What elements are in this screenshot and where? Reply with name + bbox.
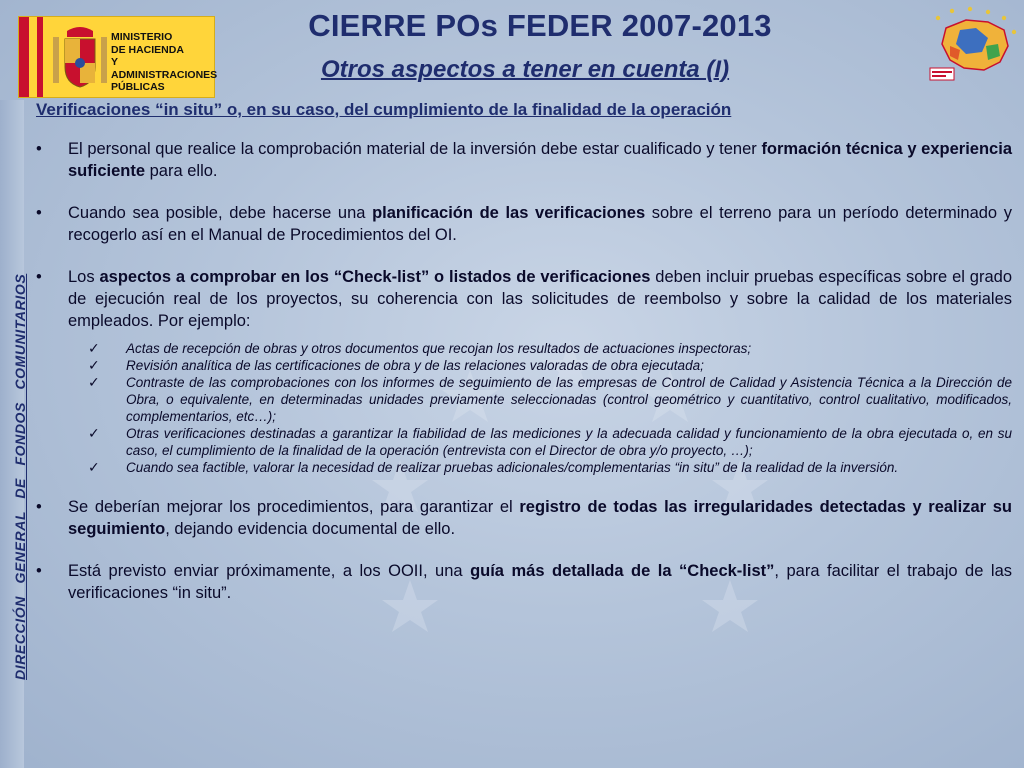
- bullet-text-pre: Está previsto enviar próximamente, a los OOII, una: [68, 562, 471, 580]
- check-icon: ✓: [88, 425, 100, 441]
- bullet-icon: •: [36, 204, 42, 222]
- bullet-text-post: sobre el terreno para un período determinado y recogerlo así en el Manual de Procedimientos del OI.: [68, 204, 1012, 244]
- slide-title: CIERRE POs FEDER 2007-2013: [308, 8, 772, 43]
- checklist-text: Actas de recepción de obras y otros documentos que recojan los resultados de actuaciones inspectoras;: [126, 341, 752, 356]
- logo-stripe-yellow: [29, 17, 37, 97]
- check-icon: ✓: [88, 357, 100, 373]
- checklist-item: [36, 340, 1012, 357]
- bullet-text-bold: guía más detallada de la “Check-list”: [470, 562, 775, 580]
- bullet-item: [36, 266, 1012, 332]
- bullet-text-bold: registro de todas las irregularidades detectadas y realizar su seguimiento: [68, 498, 1012, 538]
- spain-eu-map-icon: [926, 6, 1022, 86]
- checklist-item: [36, 459, 1012, 476]
- bullet-text-post: , para facilitar el trabajo de las verificaciones “in situ”.: [68, 562, 1012, 602]
- bullet-text-bold: formación técnica y experiencia suficiente: [68, 140, 1012, 180]
- bullet-icon: •: [36, 562, 42, 580]
- slide-body: [36, 100, 1012, 604]
- check-icon: ✓: [88, 374, 100, 390]
- ministry-line: PÚBLICAS: [111, 81, 165, 93]
- ministry-logo: [18, 16, 218, 98]
- bullet-text-post: , dejando evidencia documental de ello.: [165, 520, 456, 538]
- bullet-icon: •: [36, 268, 42, 286]
- bullet-text-bold: aspectos a comprobar en los “Check-list” o listados de verificaciones: [99, 268, 651, 286]
- logo-stripe-red: [19, 17, 29, 97]
- section-heading: Verificaciones “in situ” o, en su caso, del cumplimiento de la finalidad de la operación: [36, 100, 732, 119]
- bullet-text-post: deben incluir pruebas específicas sobre el grado de ejecución real de los proyectos, su coherencia con las solicitudes de reembolso y sobre la calidad de los materiales empleados. Por ejemplo:: [68, 268, 1013, 330]
- logo-stripe-red-2: [37, 17, 43, 97]
- bullet-item: [36, 138, 1012, 182]
- check-icon: ✓: [88, 340, 100, 356]
- checklist-text: Otras verificaciones destinadas a garantizar la fiabilidad de las mediciones y la adecuada calidad y funcionamiento de la obra ejecutada o, en su caso, el cumplimiento de la finalidad de la operación (entrevista con el Director de obra y/o proyecto, …);: [126, 426, 1012, 458]
- bullet-text-pre: Cuando sea posible, debe hacerse una: [68, 204, 373, 222]
- checklist-item: [36, 425, 1012, 459]
- coat-of-arms-icon: [49, 23, 111, 91]
- bullet-item: [36, 202, 1012, 246]
- checklist-text: Revisión analítica de las certificaciones de obra y de las relaciones valoradas de obra ejecutada;: [126, 358, 704, 373]
- checklist: [36, 340, 1012, 476]
- bullet-text-pre: Los: [68, 268, 100, 286]
- bullet-item: [36, 560, 1012, 604]
- slide-subtitle-text: Otros aspectos a tener en cuenta (I): [320, 56, 730, 83]
- bullet-item: [36, 496, 1012, 540]
- bullet-text-pre: El personal que realice la comprobación material de la inversión debe estar cualificado y tener: [68, 140, 762, 158]
- bullet-icon: •: [36, 140, 42, 158]
- checklist-item: [36, 357, 1012, 374]
- sidebar-label: DIRECCIÓN GENERAL DE FONDOS COMUNITARIOS: [12, 273, 28, 680]
- checklist-item: [36, 374, 1012, 425]
- bullet-text-pre: Se deberían mejorar los procedimientos, para garantizar el: [68, 498, 520, 516]
- check-icon: ✓: [88, 459, 100, 475]
- bullet-text-bold: planificación de las verificaciones: [372, 204, 646, 222]
- checklist-text: Contraste de las comprobaciones con los informes de seguimiento de las empresas de Control de Calidad y Asistencia Técnica a la Dirección de Obra, o equivalente, en determinadas unidades previamente seleccionadas (control geométrico y cuantitativo, control cualitativo, modificados, complementarios, etc…);: [126, 375, 1012, 424]
- ministry-line: DE HACIENDA: [111, 43, 184, 56]
- ministry-line: Y ADMINISTRACIONES: [111, 56, 218, 81]
- bullet-icon: •: [36, 498, 42, 516]
- bullet-text-post: para ello.: [145, 162, 218, 180]
- ministry-name: [111, 31, 218, 94]
- ministry-line: MINISTERIO: [111, 31, 173, 43]
- checklist-text: Cuando sea factible, valorar la necesidad de realizar pruebas adicionales/complementarias “in situ” de la realidad de la inversión.: [126, 460, 899, 475]
- slide-subtitle: [240, 56, 810, 84]
